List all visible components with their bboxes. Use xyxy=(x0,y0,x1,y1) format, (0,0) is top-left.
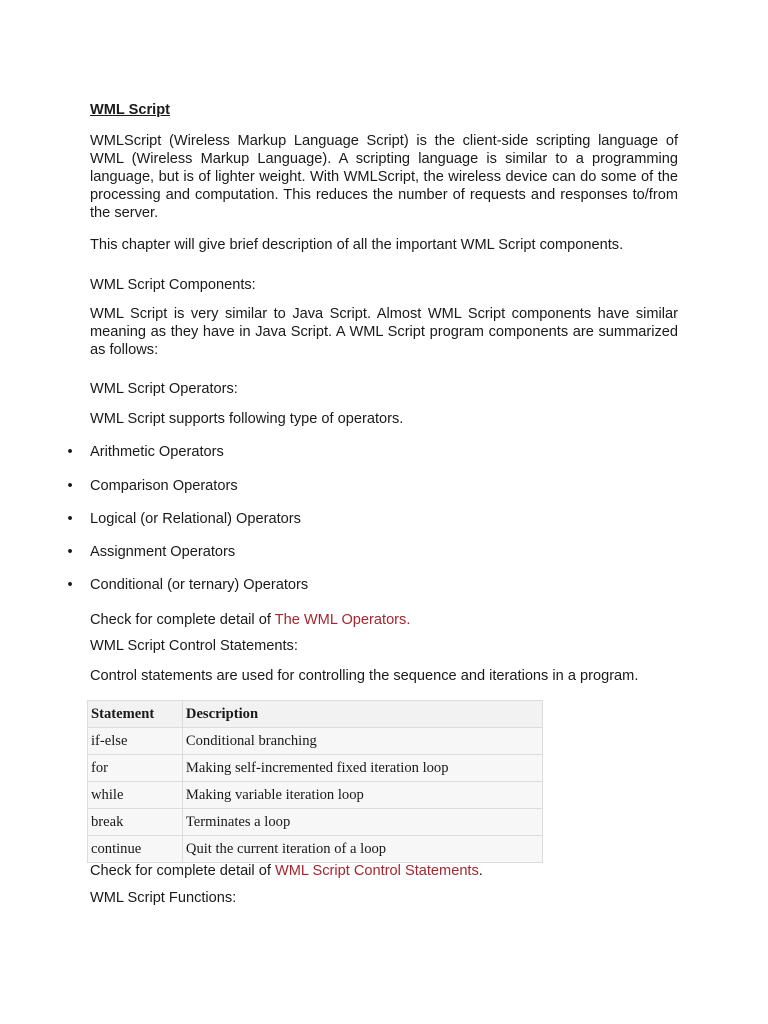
table-row xyxy=(88,755,543,782)
statement-cell: continue xyxy=(88,836,183,863)
check-prefix: Check for complete detail of xyxy=(90,612,275,628)
list-item xyxy=(67,576,650,594)
page-title: WML Script xyxy=(90,102,170,118)
description-cell: Making variable iteration loop xyxy=(182,782,542,809)
bullet-icon: • xyxy=(67,544,73,560)
components-heading: WML Script Components: xyxy=(90,277,256,293)
functions-heading: WML Script Functions: xyxy=(90,890,237,906)
bullet-icon: • xyxy=(67,478,73,494)
list-item-label: Comparison Operators xyxy=(90,478,238,494)
control-detail-line xyxy=(90,862,678,880)
statement-cell: if-else xyxy=(88,728,183,755)
statement-cell: for xyxy=(88,755,183,782)
statement-cell: break xyxy=(88,809,183,836)
column-header-description: Description xyxy=(182,701,542,728)
list-item-label: Arithmetic Operators xyxy=(90,444,224,460)
list-item xyxy=(67,443,650,461)
list-item-label: Logical (or Relational) Operators xyxy=(90,511,301,527)
bullet-icon: • xyxy=(67,444,73,460)
table-header-row xyxy=(88,701,543,728)
list-item-label: Conditional (or ternary) Operators xyxy=(90,577,309,593)
table-row xyxy=(88,782,543,809)
description-cell: Terminates a loop xyxy=(182,809,542,836)
chapter-note: This chapter will give brief description of all the important WML Script components. xyxy=(90,237,624,253)
bullet-icon: • xyxy=(67,511,73,527)
intro-paragraph: WMLScript (Wireless Markup Language Script) is the client-side scripting language of WML (Wireless Markup Language). A scripting language is similar to a programming language, but is of lighter weight. With WMLScript, the wireless device can do some of the processing and computation. This reduces the number of requests and responses to/from the server. xyxy=(90,133,678,221)
control-statements-table xyxy=(87,700,543,863)
operators-link[interactable]: The WML Operators xyxy=(274,612,407,628)
bullet-icon: • xyxy=(67,577,73,593)
description-cell: Making self-incremented fixed iteration loop xyxy=(182,755,542,782)
list-item xyxy=(67,510,650,528)
list-item xyxy=(67,477,650,495)
table-row xyxy=(88,728,543,755)
table-row xyxy=(88,836,543,863)
statement-cell: while xyxy=(88,782,183,809)
operators-heading: WML Script Operators: xyxy=(90,381,238,397)
list-item xyxy=(67,543,650,561)
control-intro: Control statements are used for controlling the sequence and iterations in a program. xyxy=(90,668,639,684)
description-cell: Conditional branching xyxy=(182,728,542,755)
table-row xyxy=(88,809,543,836)
control-statements-link[interactable]: WML Script Control Statements xyxy=(274,863,479,879)
list-item-label: Assignment Operators xyxy=(90,544,236,560)
operators-detail-line xyxy=(90,611,678,629)
column-header-statement: Statement xyxy=(88,701,183,728)
control-heading: WML Script Control Statements: xyxy=(90,638,298,654)
operators-link-suffix: . xyxy=(406,612,411,628)
check-prefix: Check for complete detail of xyxy=(90,863,275,879)
description-cell: Quit the current iteration of a loop xyxy=(182,836,542,863)
operators-intro: WML Script supports following type of operators. xyxy=(90,411,404,427)
control-link-suffix: . xyxy=(478,863,483,879)
components-paragraph: WML Script is very similar to Java Script. Almost WML Script components have similar meaning as they have in Java Script. A WML Script program components are summarized as follows: xyxy=(90,306,678,358)
